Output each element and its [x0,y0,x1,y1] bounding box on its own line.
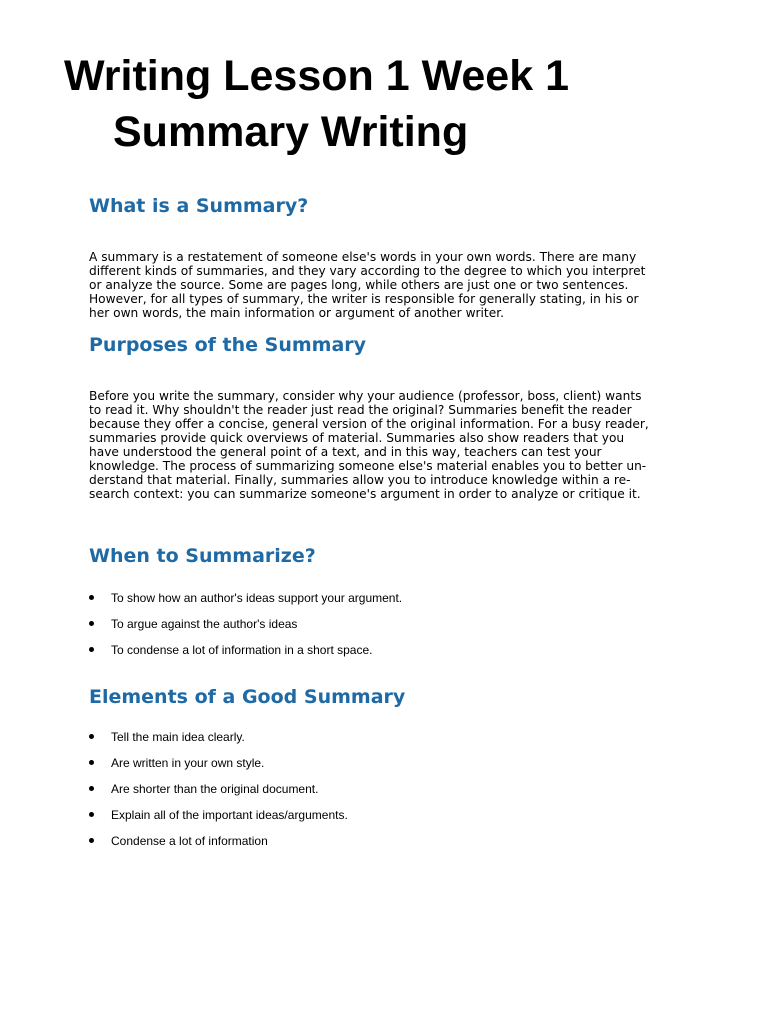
paragraph-line: different kinds of summaries, and they vary according to the degree to which you interpret [89,264,646,278]
list-item [89,756,348,782]
list-item-text: Condense a lot of information [111,834,268,848]
bullet-icon [89,595,94,600]
paragraph-line: or analyze the source. Some are pages long, while others are just one or two sentences. [89,278,629,292]
paragraph-line: However, for all types of summary, the writer is responsible for generally stating, in his or [89,292,639,306]
paragraph-line: search context: you can summarize someone's argument in order to analyze or critique it. [89,487,641,501]
heading-what-is-a-summary: What is a Summary? [89,195,309,217]
list-item-text: To argue against the author's ideas [111,617,298,631]
paragraph-line: have understood the general point of a text, and in this way, teachers can test your [89,445,602,459]
heading-when-to-summarize: When to Summarize? [89,545,316,567]
paragraph-line: derstand that material. Finally, summaries allow you to introduce knowledge within a re- [89,473,631,487]
bullet-icon [89,734,94,739]
paragraph-line: summaries provide quick overviews of material. Summaries also show readers that you [89,431,625,445]
paragraph-line: A summary is a restatement of someone else's words in your own words. There are many [89,250,637,264]
paragraph-what-is-a-summary [89,250,689,320]
bullet-icon [89,647,94,652]
list-item [89,782,348,808]
list-when-to-summarize [89,591,402,669]
heading-elements-of-a-good-summary: Elements of a Good Summary [89,686,406,708]
list-item-text: To condense a lot of information in a short space. [111,643,373,657]
bullet-icon [89,838,94,843]
list-item-text: Are written in your own style. [111,756,265,770]
list-item-text: Explain all of the important ideas/arguments. [111,808,348,822]
page-title-line-1: Writing Lesson 1 Week 1 [64,52,569,100]
list-item [89,730,348,756]
list-item [89,591,402,617]
list-item [89,834,348,860]
paragraph-line: her own words, the main information or argument of another writer. [89,306,504,320]
page-title-line-2: Summary Writing [113,108,469,156]
bullet-icon [89,786,94,791]
list-item-text: To show how an author's ideas support your argument. [111,591,403,605]
list-item [89,617,402,643]
paragraph-line: because they offer a concise, general version of the original information. For a busy reader, [89,417,649,431]
list-item-text: Are shorter than the original document. [111,782,319,796]
paragraph-purposes [89,389,689,501]
paragraph-line: knowledge. The process of summarizing someone else's material enables you to better un- [89,459,647,473]
bullet-icon [89,760,94,765]
bullet-icon [89,621,94,626]
list-item [89,643,402,669]
bullet-icon [89,812,94,817]
list-item-text: Tell the main idea clearly. [111,730,245,744]
list-item [89,808,348,834]
paragraph-line: to read it. Why shouldn't the reader just read the original? Summaries benefit the reader [89,403,632,417]
list-elements-of-a-good-summary [89,730,348,860]
heading-purposes-of-the-summary: Purposes of the Summary [89,334,367,356]
paragraph-line: Before you write the summary, consider why your audience (professor, boss, client) wants [89,389,642,403]
